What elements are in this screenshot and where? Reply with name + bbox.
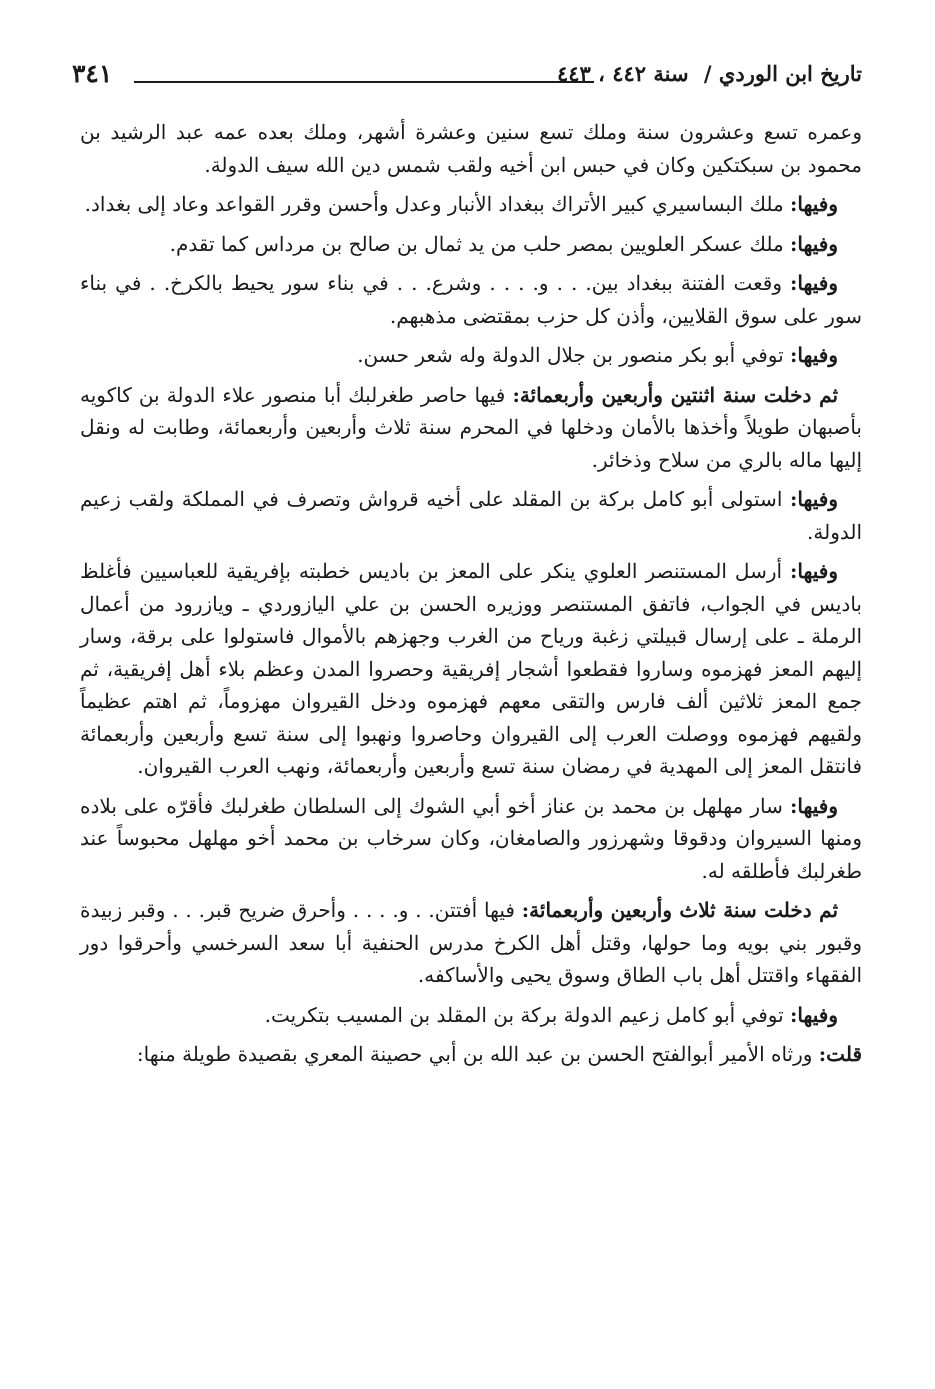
header-rule xyxy=(134,81,594,83)
paragraph-text: فيها حاصر طغرلبك أبا منصور علاء الدولة بن كاكويه بأصبهان طويلاً وأخذها بالأمان ودخلها في المحرم سنة ثلاث وأربعين وأربعمائة، وطابت له ونقل إليها ماله بالري من سلاح وذخائر. xyxy=(80,382,862,472)
paragraph-text: أرسل المستنصر العلوي ينكر على المعز بن باديس خطبته بإفريقية للعباسيين فأغلظ باديس في الجواب، فاتفق المستنصر ووزيره الحسن بن علي اليازوردي ـ ويازرود من أعمال الرملة ـ على إرسال قبيلتي زغبة ورياح من الغرب وجهزهم بالأموال فاستولوا على برقة، وسار إليهم المعز فهزموه وساروا فقطعوا أشجار إفريقية وحصروا المدن وعظم بلاء أهل إفريقية، ثم جمع المعز ثلاثين ألف فارس والتقى معهم فهزموه ودخل القيروان مهزوماً، ثم اهتم عظيماً ولقيهم فهزموه ووصلت العرب إلى القيروان وحاصروا ونهبوا إلى سنة تسع وأربعين وأربعمائة فانتقل المعز إلى المهدية في رمضان سنة تسع وأربعين وأربعمائة، ونهب العرب القيروان. xyxy=(80,559,862,778)
paragraph-text: توفي أبو بكر منصور بن جلال الدولة وله شعر حسن. xyxy=(357,343,784,367)
paragraph-text: وعمره تسع وعشرون سنة وملك تسع سنين وعشرة أشهر، وملك بعده عمه عبد الرشيد بن محمود بن سبكتكين وكان في حبس ابن أخيه ولقب شمس دين الله سيف الدولة. xyxy=(80,120,862,177)
paragraph-lead: وفيها: xyxy=(790,192,838,216)
paragraph-text: ورثاه الأمير أبوالفتح الحسن بن عبد الله بن أبي حصينة المعري بقصيدة طويلة منها: xyxy=(136,1042,813,1066)
paragraph-text: توفي أبو كامل زعيم الدولة بركة بن المقلد بن المسيب بتكريت. xyxy=(264,1002,784,1027)
paragraph-11 xyxy=(80,999,862,1032)
paragraph-lead: وفيها: xyxy=(790,1002,838,1027)
year-heading: ثم دخلت سنة ثلاث وأربعين وأربعمائة: xyxy=(521,898,839,922)
paragraph-lead: وفيها: xyxy=(790,559,838,583)
paragraph-7 xyxy=(80,483,862,548)
paragraph-9 xyxy=(80,790,862,888)
paragraph-3 xyxy=(80,228,862,261)
title-spacer xyxy=(689,61,697,86)
running-header xyxy=(72,56,862,92)
paragraph-text: فيها أفتتن. . و. . . . وأحرق ضريح قبر. . . وقبر زبيدة وقبور بني بويه وما حولها، وقتل أهل الكرخ مدرس الحنفية أبا سعد السرخسي وأحرقوا دور الفقهاء واقتتل أهل باب الطاق وسوق يحيى والأساكفه. xyxy=(80,898,862,987)
paragraph-text: ملك عسكر العلويين بمصر حلب من يد ثمال بن صالح بن مرداس كما تقدم. xyxy=(169,231,784,256)
paragraph-lead: وفيها: xyxy=(790,487,838,511)
header-years: سنة ٤٤٢ ، ٤٤٣ xyxy=(557,61,689,86)
year-heading: ثم دخلت سنة اثنتين وأربعين وأربعمائة: xyxy=(512,382,839,407)
paragraph-lead: وفيها: xyxy=(790,343,838,367)
paragraph-lead: وفيها: xyxy=(790,793,838,818)
paragraph-12 xyxy=(80,1038,862,1071)
paragraph-text: استولى أبو كامل بركة بن المقلد على أخيه قرواش وتصرف في المملكة ولقب زعيم الدولة. xyxy=(80,487,862,544)
book-title: تاريخ ابن الوردي / xyxy=(703,61,862,86)
paragraph-4 xyxy=(80,267,862,332)
paragraph-8 xyxy=(80,555,862,783)
paragraph-text: وقعت الفتنة ببغداد بين. . . و. . . . وشرع. . . في بناء سور يحيط بالكرخ. . في بناء سور على سوق القلايين، وأذن كل حزب بمقتضى مذهبهم. xyxy=(80,271,862,328)
paragraph-text: ملك البساسيري كبير الأتراك ببغداد الأنبار وعدل وأحسن وقرر القواعد وعاد إلى بغداد. xyxy=(84,192,784,216)
paragraph-lead: وفيها: xyxy=(790,271,838,295)
paragraph-6 xyxy=(80,379,862,477)
paragraph-lead: قلت: xyxy=(818,1042,862,1066)
paragraph-5 xyxy=(80,339,862,372)
running-title xyxy=(557,56,862,92)
paragraph-2 xyxy=(80,188,862,221)
paragraph-text: سار مهلهل بن محمد بن عناز أخو أبي الشوك إلى السلطان طغرلبك فأقرّه على بلاده ومنها السيروان ودقوقا وشهرزور والصامغان، وكان سرخاب بن محمد أخو مهلهل محبوساً عند طغرلبك فأطلقه له. xyxy=(80,793,862,883)
paragraph-lead: وفيها: xyxy=(790,231,838,256)
paragraph-10 xyxy=(80,894,862,992)
paragraph-1 xyxy=(80,116,862,181)
page-body xyxy=(80,116,862,1078)
page-number: ٣٤١ xyxy=(72,59,113,88)
